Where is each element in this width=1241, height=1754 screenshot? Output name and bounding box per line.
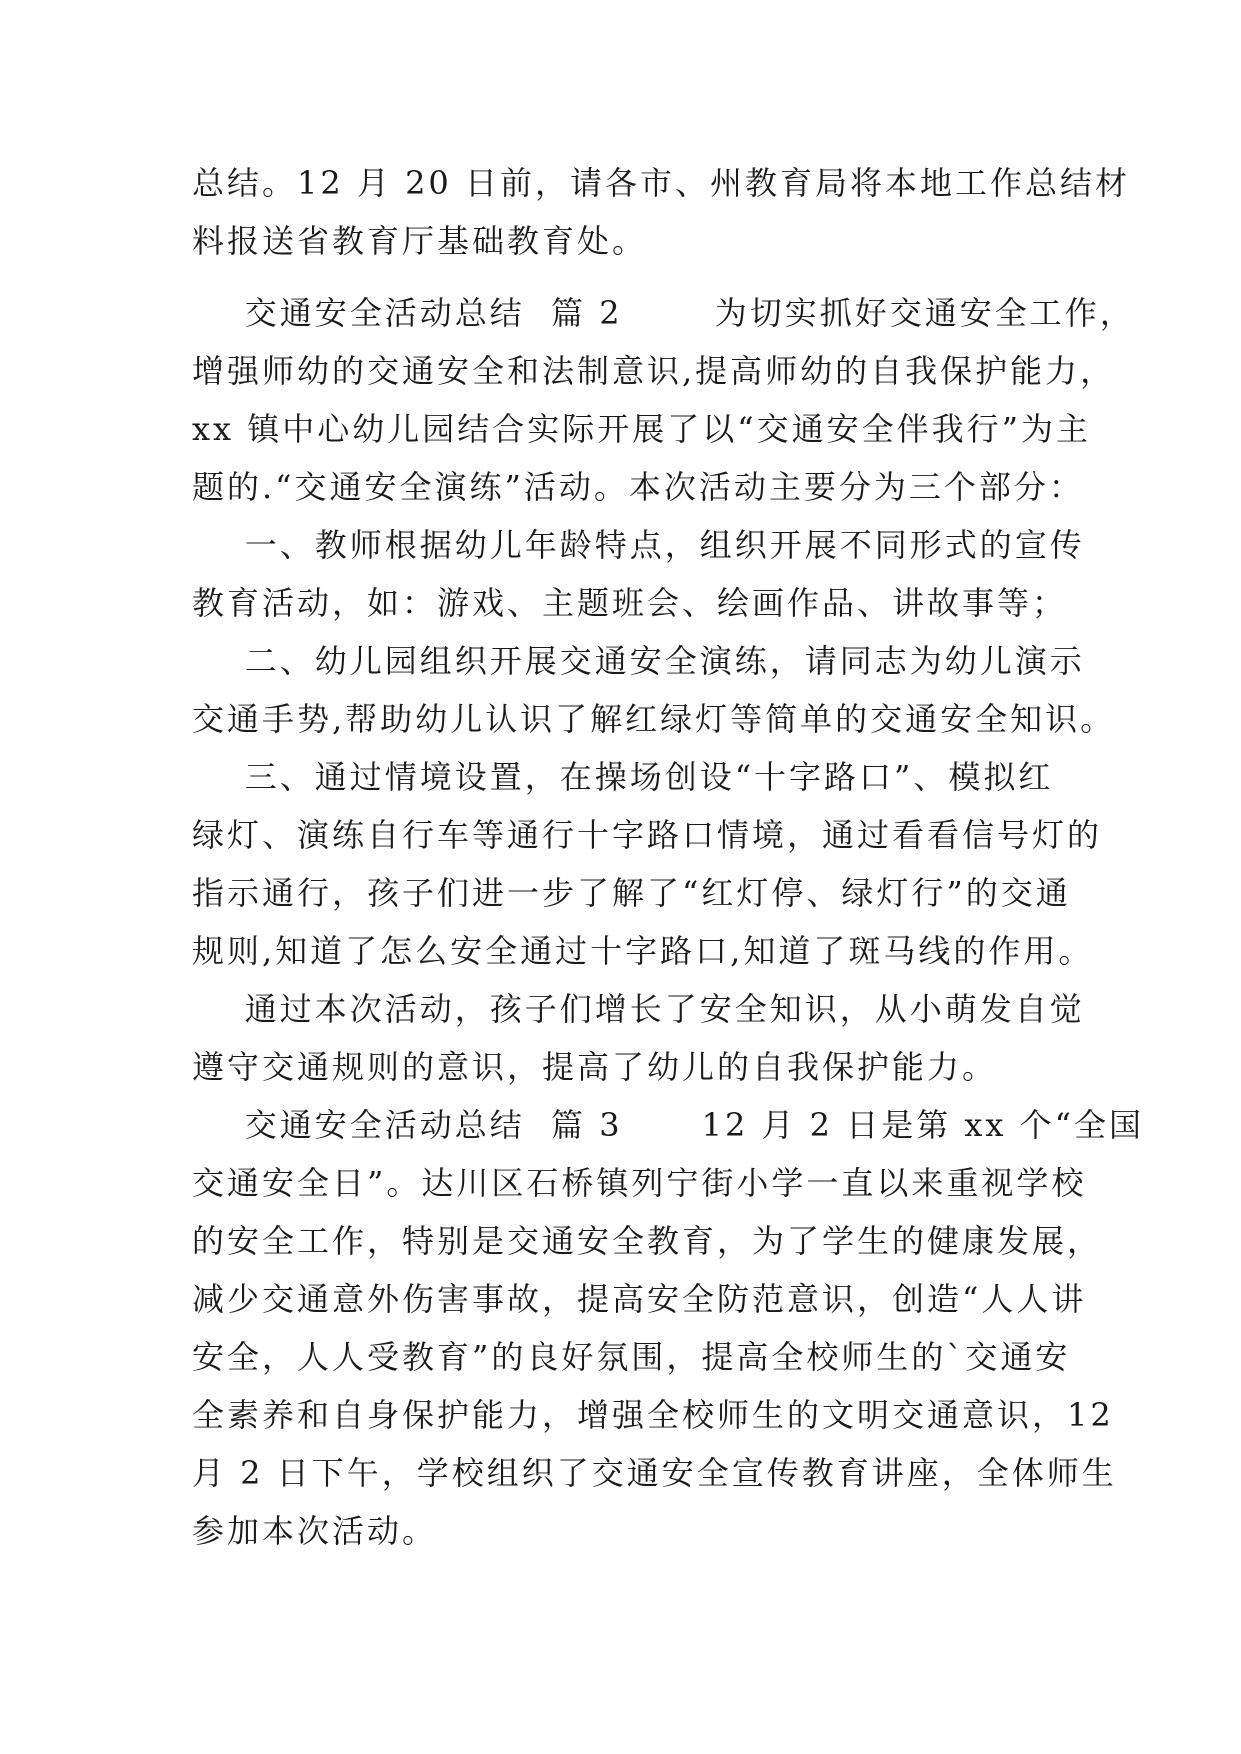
text-line-4: 增强师幼的交通安全和法制意识,提高师幼的自我保护能力， <box>192 352 1116 390</box>
text-line-12: 绿灯、演练自行车等通行十字路口情境，通过看看信号灯的 <box>192 816 1103 854</box>
text-line-5: xx 镇中心幼儿园结合实际开展了以“交通安全伴我行”为主 <box>192 410 1091 448</box>
text-line-14: 规则,知道了怎么安全通过十字路口,知道了斑马线的作用。 <box>192 932 1094 970</box>
text-line-10: 交通手势,帮助幼儿认识了解红绿灯等简单的交通安全知识。 <box>192 700 1116 738</box>
text-line-13: 指示通行，孩子们进一步了解了“红灯停、绿灯行”的交通 <box>192 874 1071 912</box>
paragraph-gap <box>192 270 1052 284</box>
text-line-6: 题的.“交通安全演练”活动。本次活动主要分为三个部分： <box>192 468 1084 506</box>
text-line-15: 通过本次活动，孩子们增长了安全知识，从小萌发自觉 <box>192 990 1085 1028</box>
text-line-2: 料报送省教育厅基础教育处。 <box>192 222 648 260</box>
text-line-16: 遵守交通规则的意识，提高了幼儿的自我保护能力。 <box>192 1048 998 1086</box>
section-heading-2: 交通安全活动总结 篇 2 为切实抓好交通安全工作， <box>192 294 1135 332</box>
text-line-20: 减少交通意外伤害事故，提高安全防范意识，创造“人人讲 <box>192 1280 1087 1318</box>
text-line-9: 二、幼儿园组织开展交通安全演练，请同志为幼儿演示 <box>192 642 1085 680</box>
text-line-24: 参加本次活动。 <box>192 1512 438 1550</box>
text-line-18: 交通安全日”。达川区石桥镇列宁街小学一直以来重视学校 <box>192 1164 1087 1202</box>
text-line-21: 安全，人人受教育”的良好氛围，提高全校师生的`交通安 <box>192 1338 1071 1376</box>
text-line-23: 月 2 日下午，学校组织了交通安全宣传教育讲座，全体师生 <box>192 1454 1117 1492</box>
text-line-11: 三、通过情境设置，在操场创设“十字路口”、模拟红 <box>192 758 1054 796</box>
text-line-8: 教育活动，如：游戏、主题班会、绘画作品、讲故事等； <box>192 584 1068 622</box>
section-heading-3: 交通安全活动总结 篇 3 12 月 2 日是第 xx 个“全国 <box>192 1106 1144 1144</box>
text-line-1: 总结。12 月 20 日前，请各市、州教育局将本地工作总结材 <box>192 164 1130 202</box>
text-line-22: 全素养和自身保护能力，增强全校师生的文明交通意识，12 <box>192 1396 1114 1434</box>
text-line-19: 的安全工作，特别是交通安全教育，为了学生的健康发展， <box>192 1222 1103 1260</box>
document-body <box>192 154 1144 1560</box>
text-line-7: 一、教师根据幼儿年龄特点，组织开展不同形式的宣传 <box>192 526 1085 564</box>
